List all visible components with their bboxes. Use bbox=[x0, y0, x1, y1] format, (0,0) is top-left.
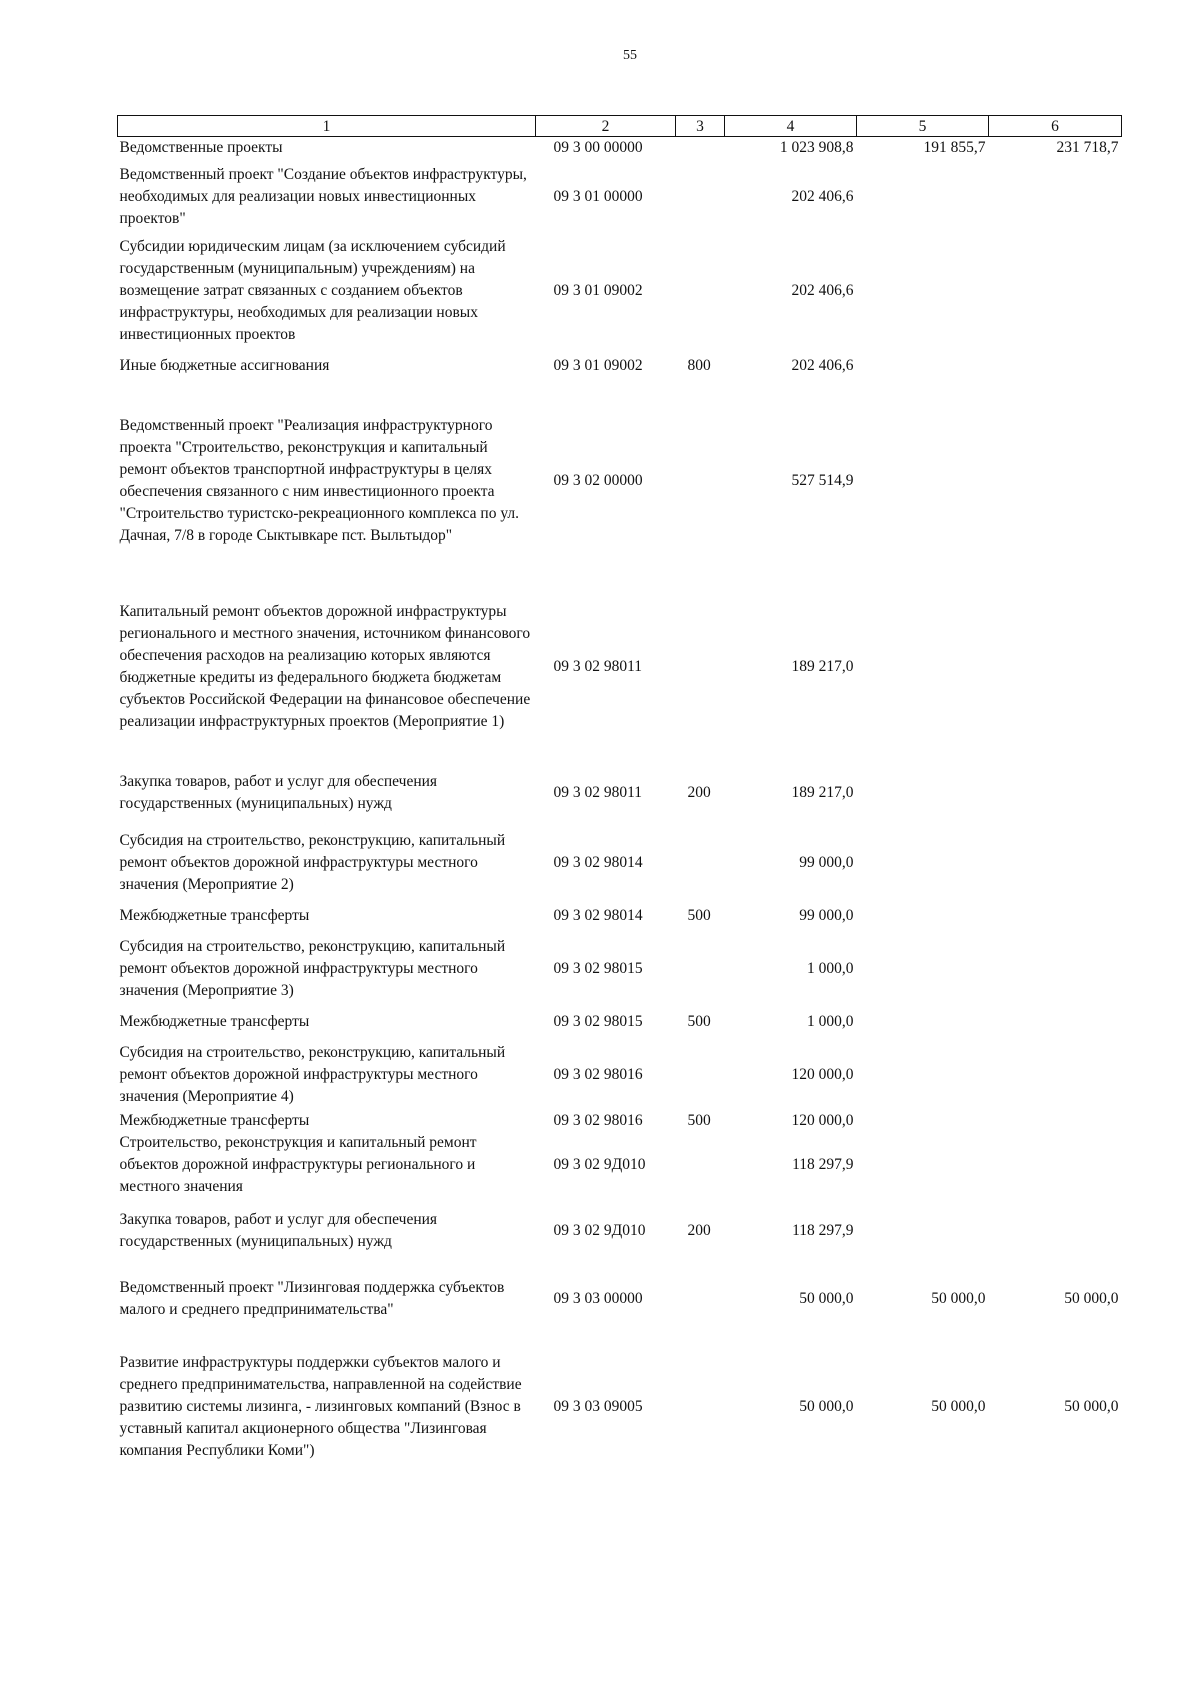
row-value-col5 bbox=[857, 757, 989, 828]
row-expense-type bbox=[676, 934, 725, 1004]
row-value-col5: 50 000,0 bbox=[931, 1290, 986, 1307]
row-value-col4: 1 000,0 bbox=[807, 960, 854, 977]
row-expense-type bbox=[676, 159, 725, 234]
row-expense-type: 800 bbox=[687, 357, 711, 374]
row-name: Ведомственный проект "Создание объектов инфраструктуры, необходимых для реализации новых инвестиционных проектов" bbox=[119, 165, 527, 227]
row-value-col4: 189 217,0 bbox=[791, 658, 854, 675]
row-name: Межбюджетные трансферты bbox=[119, 1112, 310, 1129]
row-value-col6: 50 000,0 bbox=[1064, 1290, 1119, 1307]
row-value-col4: 118 297,9 bbox=[792, 1222, 854, 1239]
row-code: 09 3 02 00000 bbox=[553, 471, 643, 489]
row-name: Субсидия на строительство, реконструкцию, капитальный ремонт объектов дорожной инфраструктуры местного значения (Мероприятие 3) bbox=[119, 938, 506, 999]
row-value-col4: 189 217,0 bbox=[791, 783, 854, 801]
table-row bbox=[118, 828, 1122, 898]
row-value-col5 bbox=[857, 934, 989, 1004]
row-expense-type: 500 bbox=[687, 907, 711, 924]
row-expense-type: 500 bbox=[687, 1112, 711, 1129]
row-value-col6 bbox=[989, 1004, 1122, 1040]
table-row bbox=[118, 1198, 1122, 1264]
row-value-col4: 50 000,0 bbox=[799, 1397, 854, 1415]
row-expense-type bbox=[676, 1264, 725, 1334]
header-col-3: 3 bbox=[676, 116, 725, 137]
table-row bbox=[118, 898, 1122, 934]
header-col-2: 2 bbox=[536, 116, 676, 137]
row-code: 09 3 01 00000 bbox=[553, 187, 643, 205]
table-row bbox=[118, 348, 1122, 384]
row-expense-type bbox=[676, 1334, 725, 1479]
row-value-col4: 527 514,9 bbox=[791, 471, 854, 489]
table-row bbox=[118, 1004, 1122, 1040]
row-value-col5 bbox=[857, 1110, 989, 1132]
row-value-col5 bbox=[857, 1198, 989, 1264]
row-code: 09 3 02 98014 bbox=[553, 854, 643, 871]
row-value-col6 bbox=[989, 1110, 1122, 1132]
row-expense-type bbox=[676, 1040, 725, 1110]
row-value-col6 bbox=[989, 757, 1122, 828]
row-value-col4: 120 000,0 bbox=[791, 1112, 854, 1129]
row-name: Ведомственный проект "Лизинговая поддержка субъектов малого и среднего предпринимательства" bbox=[119, 1279, 505, 1318]
row-value-col5 bbox=[857, 348, 989, 384]
row-value-col5 bbox=[857, 1040, 989, 1110]
row-value-col5: 50 000,0 bbox=[931, 1397, 986, 1415]
row-name: Закупка товаров, работ и услуг для обеспечения государственных (муниципальных) нужд bbox=[119, 772, 438, 812]
row-code: 09 3 00 00000 bbox=[553, 139, 643, 156]
row-value-col4: 120 000,0 bbox=[791, 1066, 854, 1083]
row-value-col4: 202 406,6 bbox=[791, 282, 854, 299]
table-row bbox=[118, 1264, 1122, 1334]
row-value-col5 bbox=[857, 577, 989, 757]
row-value-col6 bbox=[989, 159, 1122, 234]
row-expense-type bbox=[676, 384, 725, 577]
row-name: Межбюджетные трансферты bbox=[119, 907, 310, 924]
row-value-col6 bbox=[989, 828, 1122, 898]
row-name: Строительство, реконструкция и капитальный ремонт объектов дорожной инфраструктуры регионального и местного значения bbox=[119, 1134, 477, 1195]
row-value-col5 bbox=[857, 1004, 989, 1040]
row-value-col6 bbox=[989, 577, 1122, 757]
table-row bbox=[118, 1040, 1122, 1110]
row-code: 09 3 02 98016 bbox=[553, 1112, 643, 1129]
row-name: Ведомственные проекты bbox=[119, 139, 283, 156]
table-row bbox=[118, 1110, 1122, 1132]
row-value-col6: 231 718,7 bbox=[1056, 139, 1119, 156]
row-code: 09 3 02 9Д010 bbox=[553, 1222, 646, 1239]
row-expense-type: 200 bbox=[687, 1222, 711, 1239]
row-value-col5 bbox=[857, 234, 989, 348]
row-value-col4: 1 000,0 bbox=[807, 1013, 854, 1030]
header-row bbox=[118, 116, 1122, 137]
row-code: 09 3 02 98015 bbox=[553, 1013, 643, 1030]
row-value-col5: 191 855,7 bbox=[923, 139, 986, 156]
header-col-4: 4 bbox=[725, 116, 857, 137]
row-value-col6 bbox=[989, 1040, 1122, 1110]
row-code: 09 3 01 09002 bbox=[553, 282, 643, 299]
row-value-col5 bbox=[857, 159, 989, 234]
table-row bbox=[118, 1334, 1122, 1479]
header-col-6: 6 bbox=[989, 116, 1122, 137]
row-expense-type: 200 bbox=[687, 783, 711, 801]
table-row bbox=[118, 159, 1122, 234]
table-body bbox=[118, 137, 1122, 1480]
row-code: 09 3 02 9Д010 bbox=[553, 1156, 646, 1173]
table-row bbox=[118, 577, 1122, 757]
row-code: 09 3 03 09005 bbox=[553, 1397, 643, 1415]
row-code: 09 3 01 09002 bbox=[553, 357, 643, 374]
row-value-col4: 1 023 908,8 bbox=[779, 139, 854, 156]
row-value-col4: 118 297,9 bbox=[792, 1156, 854, 1173]
row-expense-type bbox=[676, 577, 725, 757]
row-name: Межбюджетные трансферты bbox=[119, 1013, 310, 1030]
table-row bbox=[118, 234, 1122, 348]
table-row bbox=[118, 137, 1122, 160]
table-header bbox=[118, 116, 1122, 137]
row-value-col6 bbox=[989, 348, 1122, 384]
row-name: Субсидия на строительство, реконструкцию, капитальный ремонт объектов дорожной инфраструктуры местного значения (Мероприятие 4) bbox=[119, 1044, 506, 1105]
row-value-col6 bbox=[989, 1198, 1122, 1264]
row-name: Субсидия на строительство, реконструкцию, капитальный ремонт объектов дорожной инфраструктуры местного значения (Мероприятие 2) bbox=[119, 832, 506, 893]
row-name: Развитие инфраструктуры поддержки субъектов малого и среднего предпринимательства, направленной на содействие развитию системы лизинга, - лизинговых компаний (Взнос в уставный капитал акционерного общества "Лизинговая компания Республики Коми") bbox=[119, 1353, 522, 1459]
row-value-col5 bbox=[857, 1132, 989, 1198]
row-value-col4: 99 000,0 bbox=[799, 854, 854, 871]
row-code: 09 3 02 98015 bbox=[553, 960, 643, 977]
row-expense-type bbox=[676, 1132, 725, 1198]
table-row bbox=[118, 757, 1122, 828]
budget-table bbox=[117, 115, 1122, 1479]
row-value-col4: 99 000,0 bbox=[799, 907, 854, 924]
row-code: 09 3 02 98016 bbox=[553, 1066, 643, 1083]
row-value-col6 bbox=[989, 934, 1122, 1004]
row-name: Капитальный ремонт объектов дорожной инфраструктуры регионального и местного значения, источником финансового обеспечения расходов на реализацию которых являются бюджетные кредиты из федерального бюджета бюджетам субъектов Российской Федерации на финансовое обеспечение реализации инфраструктурных проектов (Мероприятие 1) bbox=[119, 603, 531, 730]
row-value-col5 bbox=[857, 384, 989, 577]
row-value-col6 bbox=[989, 1132, 1122, 1198]
row-value-col4: 202 406,6 bbox=[791, 187, 854, 205]
row-expense-type bbox=[676, 137, 725, 160]
row-code: 09 3 03 00000 bbox=[553, 1290, 643, 1307]
row-value-col6: 50 000,0 bbox=[1064, 1397, 1119, 1415]
row-name: Закупка товаров, работ и услуг для обеспечения государственных (муниципальных) нужд bbox=[119, 1211, 438, 1250]
row-expense-type bbox=[676, 234, 725, 348]
row-name: Субсидии юридическим лицам (за исключением субсидий государственным (муниципальным) учреждениям) на возмещение затрат связанных с созданием объектов инфраструктуры, необходимых для реализации новых инвестиционных проектов bbox=[119, 238, 506, 343]
row-value-col4: 50 000,0 bbox=[799, 1290, 854, 1307]
row-name: Иные бюджетные ассигнования bbox=[119, 357, 330, 374]
page-number: 55 bbox=[623, 48, 637, 63]
row-value-col6 bbox=[989, 384, 1122, 577]
row-expense-type: 500 bbox=[687, 1013, 711, 1030]
row-expense-type bbox=[676, 828, 725, 898]
header-col-5: 5 bbox=[857, 116, 989, 137]
row-value-col6 bbox=[989, 234, 1122, 348]
row-code: 09 3 02 98011 bbox=[553, 658, 643, 675]
row-code: 09 3 02 98014 bbox=[553, 907, 643, 924]
table-row bbox=[118, 934, 1122, 1004]
row-value-col6 bbox=[989, 898, 1122, 934]
row-value-col5 bbox=[857, 898, 989, 934]
row-code: 09 3 02 98011 bbox=[553, 783, 643, 801]
table-row bbox=[118, 384, 1122, 577]
row-name: Ведомственный проект "Реализация инфраструктурного проекта "Строительство, реконструкция и капитальный ремонт объектов транспортной инфраструктуры в целях обеспечения связанного с ним инвестиционного проекта "Строительство туристско-рекреационного комплекса по ул. Дачная, 7/8 в городе Сыктывкаре пст. Выльтыдор" bbox=[119, 416, 520, 544]
table-row bbox=[118, 1132, 1122, 1198]
header-col-1: 1 bbox=[118, 116, 536, 137]
row-value-col5 bbox=[857, 828, 989, 898]
row-value-col4: 202 406,6 bbox=[791, 357, 854, 374]
